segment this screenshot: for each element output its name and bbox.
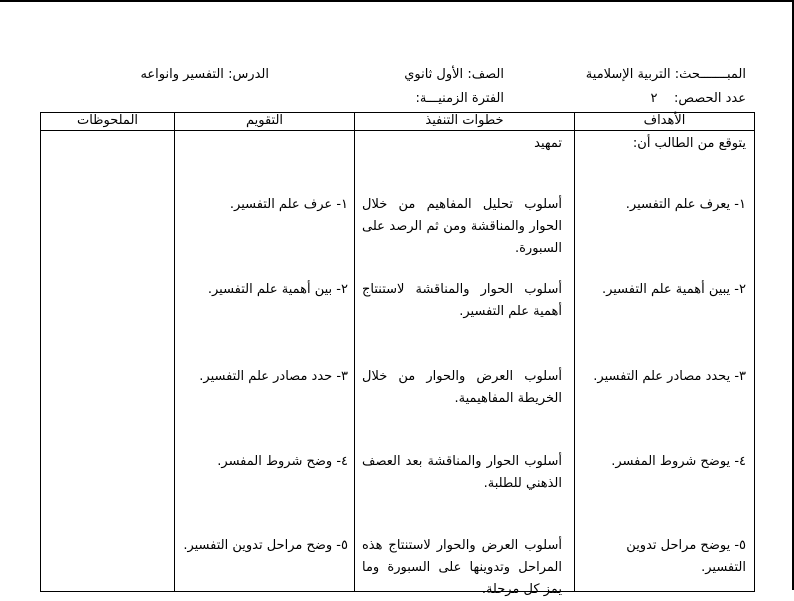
subject-label: المبـــــــحث: — [674, 67, 746, 82]
goal-item: ٤- يوضح شروط المفسر. — [611, 454, 746, 469]
grade-value: الأول ثانوي — [404, 67, 464, 82]
notes-column — [41, 131, 175, 592]
timeframe-label: الفترة الزمنيـــة: — [415, 91, 504, 106]
lesson-value: التفسير وانواعه — [140, 67, 224, 82]
timeframe-field — [415, 91, 504, 107]
goal-item: ٢- يبين أهمية علم التفسير. — [601, 282, 746, 297]
eval-item: ٥- وضح مراحل تدوين التفسير. — [183, 538, 348, 553]
steps-intro: تمهيد — [534, 136, 562, 151]
grade-label: الصف: — [467, 67, 504, 82]
step-item: أسلوب الحوار والمناقشة لاستنتاج أهمية علم التفسير. — [362, 282, 562, 319]
goal-item: ١- يعرف علم التفسير. — [625, 197, 746, 212]
steps-column — [355, 131, 575, 597]
step-item: أسلوب العرض والحوار من خلال الخريطة المفاهيمية. — [362, 369, 562, 406]
goal-item: ٥- يوضح مراحل تدوين التفسير. — [626, 538, 746, 575]
eval-item: ٤- وضح شروط المفسر. — [217, 454, 348, 469]
column-header-goals: الأهداف — [575, 113, 755, 131]
lesson-label: الدرس: — [228, 67, 269, 82]
subject-field — [586, 67, 746, 83]
step-item: أسلوب الحوار والمناقشة بعد العصف الذهني للطلبة. — [362, 454, 562, 491]
grade-field — [404, 67, 504, 83]
evaluation-column — [175, 131, 355, 592]
subject-value: التربية الإسلامية — [585, 67, 671, 82]
step-item: أسلوب تحليل المفاهيم من خلال الحوار والمناقشة ومن ثم الرصد على السبورة. — [362, 197, 562, 256]
lesson-field — [140, 67, 269, 83]
goals-column — [575, 131, 755, 592]
goal-item: ٣- يحدد مصادر علم التفسير. — [593, 369, 746, 384]
column-header-steps: خطوات التنفيذ — [355, 113, 575, 131]
periods-field — [650, 91, 746, 107]
eval-item: ٣- حدد مصادر علم التفسير. — [199, 369, 348, 384]
top-border-line — [0, 0, 794, 2]
column-header-evaluation: التقويم — [175, 113, 355, 131]
periods-label: عدد الحصص: — [673, 91, 746, 106]
eval-item: ٢- بين أهمية علم التفسير. — [207, 282, 348, 297]
periods-value: ٢ — [650, 91, 658, 106]
table-header-row — [41, 113, 755, 131]
goals-intro: يتوقع من الطالب أن: — [632, 136, 746, 151]
table-body-row — [41, 131, 755, 592]
column-header-notes: الملحوظات — [41, 113, 175, 131]
eval-item: ١- عرف علم التفسير. — [229, 197, 348, 212]
step-item: أسلوب العرض والحوار لاستنتاج هذه المراحل وتدوينها على السبورة وما يمز كل مرحلة. — [362, 538, 562, 597]
lesson-plan-table — [40, 112, 755, 597]
